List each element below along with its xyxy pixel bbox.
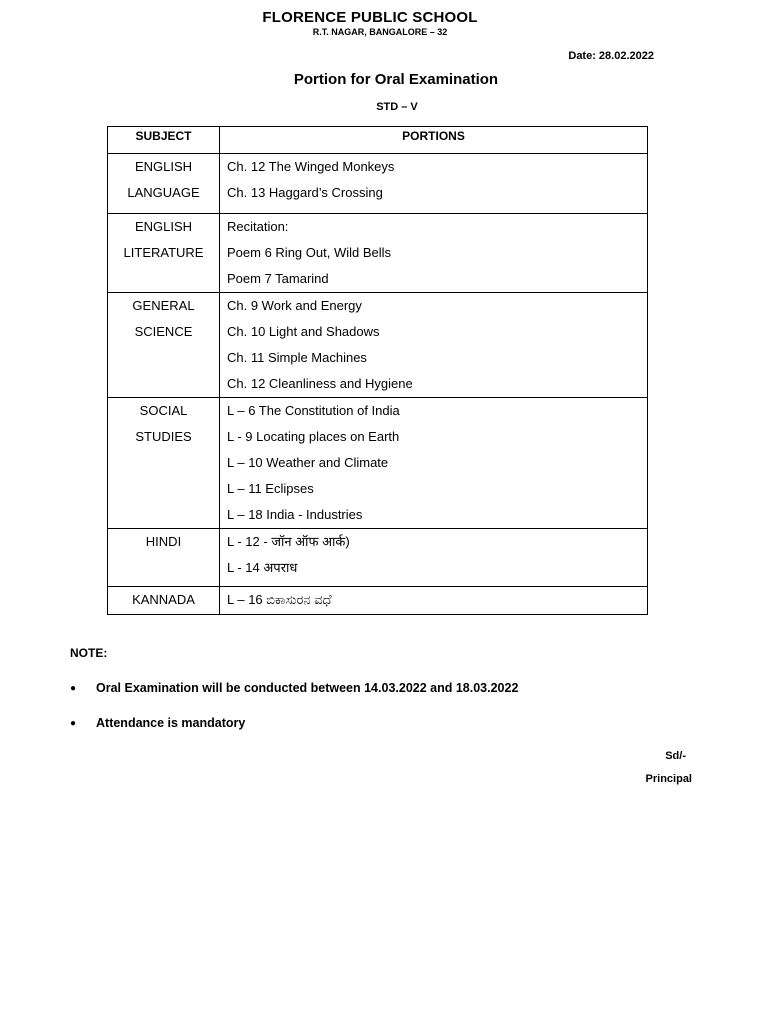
bullet-icon: ● bbox=[70, 683, 77, 694]
note-item-text: Attendance is mandatory bbox=[96, 716, 246, 730]
portion-line: L - 9 Locating places on Earth bbox=[227, 429, 400, 444]
portion-line: L - 14 अपराध bbox=[227, 560, 298, 575]
portions-cell bbox=[220, 293, 648, 398]
portions-table bbox=[107, 126, 648, 615]
portion-line: Ch. 12 Cleanliness and Hygiene bbox=[227, 376, 413, 391]
subject-column-header: SUBJECT bbox=[108, 127, 220, 154]
portion-line: L – 10 Weather and Climate bbox=[227, 455, 389, 470]
portion-line: L – 16 ಬಿಕಾಸುರನ ವಧೆ bbox=[227, 592, 332, 607]
portions-cell bbox=[220, 587, 648, 615]
portion-line: Ch. 10 Light and Shadows bbox=[227, 324, 380, 339]
portion-line: Ch. 13 Haggard’s Crossing bbox=[227, 185, 383, 200]
bullet-icon: ● bbox=[70, 718, 77, 729]
portion-line: Poem 6 Ring Out, Wild Bells bbox=[227, 245, 392, 260]
subject-line: KANNADA bbox=[132, 592, 195, 607]
subject-line: ENGLISH bbox=[134, 219, 193, 234]
portions-cell bbox=[220, 214, 648, 293]
portions-cell bbox=[220, 398, 648, 529]
signature-principal: Principal bbox=[645, 773, 692, 785]
portion-line: L – 11 Eclipses bbox=[227, 481, 314, 496]
portion-line: Ch. 12 The Winged Monkeys bbox=[227, 159, 395, 174]
note-label: NOTE: bbox=[70, 646, 108, 660]
subject-line: SOCIAL bbox=[139, 403, 188, 418]
portion-line: Recitation: bbox=[227, 219, 289, 234]
portion-line: L – 18 India - Industries bbox=[227, 507, 363, 522]
subject-cell bbox=[108, 293, 220, 398]
portions-cell bbox=[220, 529, 648, 587]
portion-line: L – 6 The Constitution of India bbox=[227, 403, 400, 418]
subject-line: HINDI bbox=[145, 534, 182, 549]
subject-line: ENGLISH bbox=[134, 159, 193, 174]
portions-cell bbox=[220, 154, 648, 214]
note-item bbox=[70, 681, 518, 695]
table-row bbox=[108, 529, 648, 587]
school-name: FLORENCE PUBLIC SCHOOL bbox=[262, 9, 478, 26]
note-item bbox=[70, 716, 245, 730]
table-row bbox=[108, 214, 648, 293]
subject-cell bbox=[108, 154, 220, 214]
table-row bbox=[108, 398, 648, 529]
subject-cell bbox=[108, 529, 220, 587]
document-date: Date: 28.02.2022 bbox=[568, 50, 654, 62]
portion-line: Poem 7 Tamarind bbox=[227, 271, 329, 286]
subject-cell bbox=[108, 587, 220, 615]
subject-line: SCIENCE bbox=[134, 324, 193, 339]
signature-sd: Sd/- bbox=[665, 750, 686, 762]
table-row bbox=[108, 154, 648, 214]
portion-line: L - 12 - जॉन ऑफ आर्क) bbox=[227, 534, 350, 549]
subject-line: STUDIES bbox=[135, 429, 192, 444]
portion-line: Ch. 11 Simple Machines bbox=[227, 350, 367, 365]
standard-label: STD – V bbox=[376, 101, 418, 113]
subject-cell bbox=[108, 398, 220, 529]
table-row bbox=[108, 293, 648, 398]
subject-line: GENERAL bbox=[132, 298, 195, 313]
subject-line: LANGUAGE bbox=[127, 185, 200, 200]
subject-cell bbox=[108, 214, 220, 293]
school-address: R.T. NAGAR, BANGALORE – 32 bbox=[312, 27, 448, 37]
document-title: Portion for Oral Examination bbox=[293, 71, 499, 88]
portions-column-header: PORTIONS bbox=[220, 127, 648, 154]
table-row bbox=[108, 587, 648, 615]
portion-line: Ch. 9 Work and Energy bbox=[227, 298, 362, 313]
note-item-text: Oral Examination will be conducted between 14.03.2022 and 18.03.2022 bbox=[96, 681, 519, 695]
table-header-row bbox=[108, 127, 648, 154]
subject-line: LITERATURE bbox=[123, 245, 204, 260]
table-body bbox=[108, 154, 648, 615]
